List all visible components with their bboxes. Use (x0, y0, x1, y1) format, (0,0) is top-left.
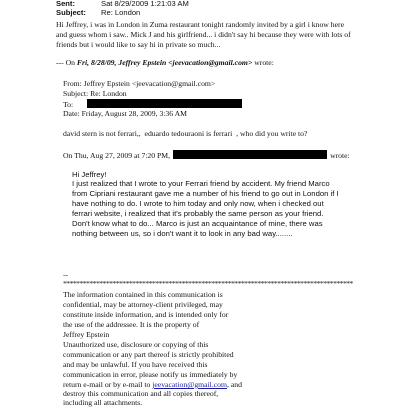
disclaimer-line-3: constitute inside information, and is intended only for (63, 310, 229, 319)
disclaimer-line-12: including all attachments. (63, 398, 143, 407)
reply-line-2: and guess whom i saw.. Mick J and his girlfriend... i didn't say hi because they were with lots of (56, 30, 351, 39)
sent-label: Sent: (56, 0, 75, 8)
quote1-from: From: Jeffrey Epstein <jeevacation@gmail.com> (63, 79, 216, 88)
quote2-line-4: ferrari website, i realized that it's probably the same person as your friend. (72, 209, 324, 218)
disclaimer-line-4: the use of the addressee. It is the property of (63, 320, 200, 329)
subject-value: Re: London (101, 8, 141, 17)
quote2-intro: On Thu, Aug 27, 2009 at 7:20 PM, wrote: (63, 151, 350, 160)
email-link[interactable]: jeevacation@gmail.com (152, 380, 227, 389)
signature-dashes: -- (63, 270, 69, 279)
quote1-intro-date: Fri, 8/28/09, Jeffrey Epstein <jeevacation@gmail.com> (76, 58, 253, 67)
reply-line-1: Hi Jeffrey, i was in London in Zuma restaurant tonight randomly invited by a girl i know here (56, 20, 345, 29)
disclaimer-line-11: destroy this communication and all copies thereof, (63, 389, 219, 398)
quote2-line-1: I just realized that I wrote to your Ferrari friend by accident. My friend Marco (72, 179, 330, 188)
redaction-bar (173, 150, 327, 159)
quote2-line-6: nothing between us, so i don't want it to look in any bad way........ (72, 229, 293, 238)
signature-stars: **************************************************************************************** (63, 279, 353, 288)
reply-line-3: friends but i would like to say hi in private so much... (56, 40, 221, 49)
disclaimer-line-2: confidential, may be attorney-client privileged, may (63, 300, 223, 309)
disclaimer-line-8: and may be unlawful. If you have received this (63, 360, 208, 369)
disclaimer-line-1: The information contained in this communication is (63, 290, 223, 299)
disclaimer-line-9: communication in error, please notify us immediately by (63, 370, 238, 379)
subject-label: Subject: (56, 8, 86, 17)
quote2-line-3: have nothing to do. I wrote to him today and only now, when i checked out (72, 199, 324, 208)
quote2-greeting: Hi Jeffrey! (72, 170, 107, 179)
redaction-bar (87, 99, 242, 108)
quote1-intro: --- On Fri, 8/28/09, Jeffrey Epstein <jeevacation@gmail.com> wrote: (56, 58, 274, 67)
sent-value: Sat 8/29/2009 1:21:03 AM (101, 0, 189, 8)
quote1-body: david stern is not ferrari,, eduardo tedouraoni is ferrari , who did you write to? (63, 129, 308, 138)
disclaimer-line-10: return e-mail or by e-mail to jeevacation@gmail.com, and (63, 380, 242, 389)
disclaimer-line-6: Unauthorized use, disclosure or copying of this (63, 340, 209, 349)
quote1-to: To: (63, 99, 242, 110)
disclaimer-line-5: Jeffrey Epstein (63, 330, 110, 339)
quote1-subject: Subject: Re: London (63, 89, 127, 98)
quote2-line-5: Don't know what to do... Marco is just an acquaintance of mine, there was (72, 219, 323, 228)
quote2-line-2: from Cipriani restaurant gave me a number of his friend to go out in London if I (72, 189, 339, 198)
quote1-date: Date: Friday, August 28, 2009, 3:36 AM (63, 109, 187, 118)
disclaimer-line-7: communication or any part thereof is strictly prohibited (63, 350, 234, 359)
